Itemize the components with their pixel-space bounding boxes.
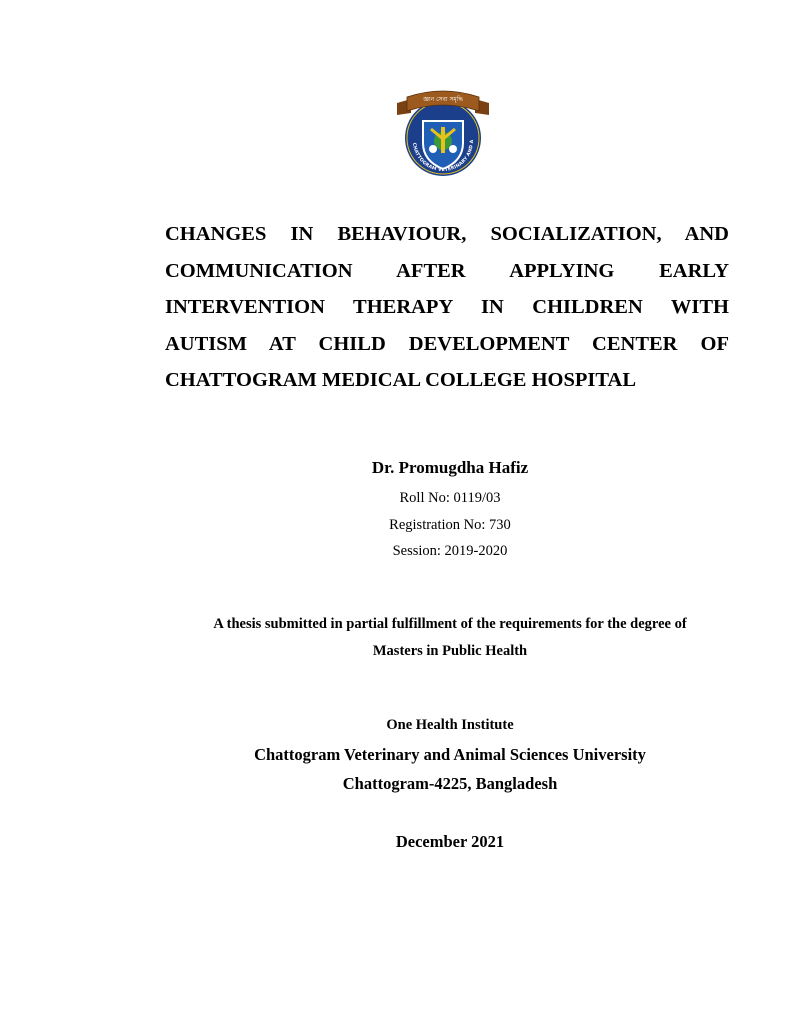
submission-date: December 2021 <box>395 832 505 851</box>
author-name: Dr. Promugdha Hafiz <box>371 458 529 477</box>
university-logo <box>393 83 493 183</box>
university-address: Chattogram-4225, Bangladesh <box>342 774 558 793</box>
institute-name: One Health Institute <box>386 717 514 733</box>
university-name: Chattogram Veterinary and Animal Sciences University <box>254 745 646 764</box>
title-line: CHANGES IN BEHAVIOUR, SOCIALIZATION, AND <box>165 223 729 245</box>
title-line: AUTISM AT CHILD DEVELOPMENT CENTER OF <box>165 332 729 355</box>
title-line: COMMUNICATION AFTER APPLYING EARLY <box>165 259 729 282</box>
degree-name: Masters in Public Health <box>372 643 528 659</box>
session: Session: 2019-2020 <box>392 543 508 559</box>
thesis-title <box>165 216 729 399</box>
title-line: CHATTOGRAM MEDICAL COLLEGE HOSPITAL <box>165 369 636 391</box>
roll-number: Roll No: 0119/03 <box>399 490 501 506</box>
svg-text:CHATTOGRAM VETERINARY AND ANIM: CHATTOGRAM VETERINARY AND A <box>411 139 476 174</box>
university-seal-icon <box>393 83 493 183</box>
registration-number: Registration No: 730 <box>389 517 511 533</box>
svg-text:জ্ঞান সেবা সমৃদ্ধি: জ্ঞান সেবা সমৃদ্ধি <box>423 96 463 103</box>
thesis-statement-line: A thesis submitted in partial fulfillment of the requirements for the degree of <box>213 616 687 632</box>
title-line: INTERVENTION THERAPY IN CHILDREN WITH <box>165 296 729 318</box>
thesis-statement <box>0 611 800 665</box>
